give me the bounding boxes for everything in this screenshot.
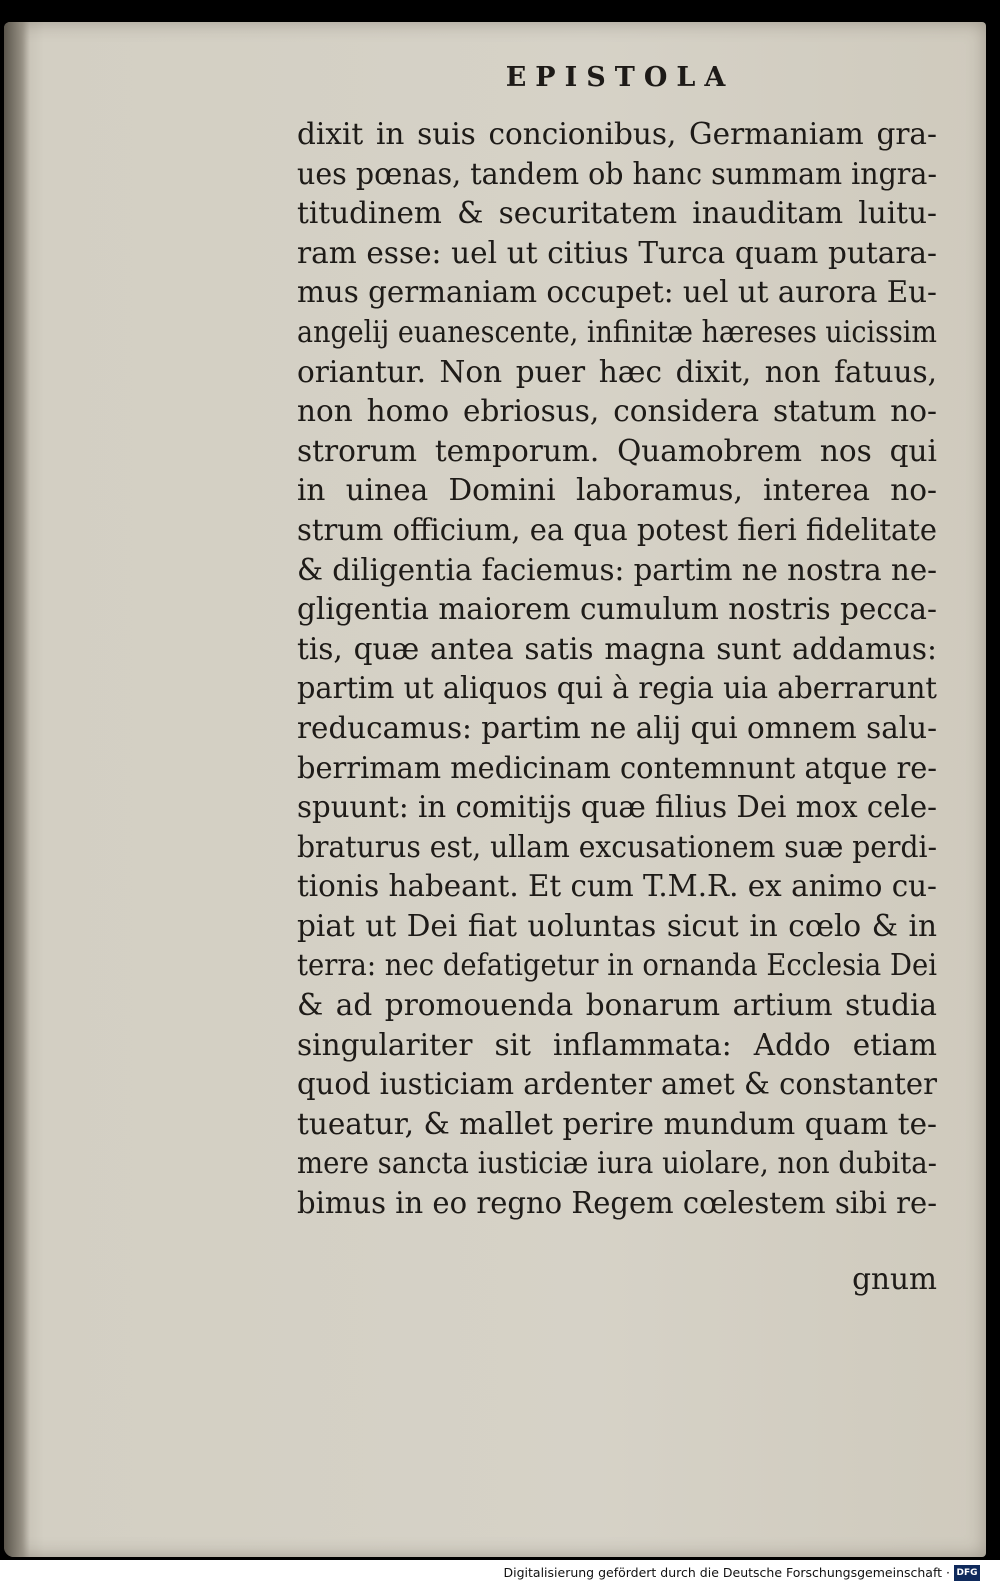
dfg-logo: DFG <box>954 1565 980 1581</box>
catchword: gnum <box>852 1262 937 1296</box>
text-line: bimus in eo regno Regem cœlestem sibi re- <box>297 1186 938 1221</box>
body-text <box>297 115 937 1224</box>
text-line: mus germaniam occupet: uel ut aurora Eu- <box>297 275 937 310</box>
text-line: reducamus: partim ne alij qui omnem salu- <box>297 710 937 745</box>
text-line: non homo ebriosus, considera statum no- <box>297 394 937 429</box>
text-line: tis, quæ antea satis magna sunt addamus: <box>297 631 937 666</box>
text-line: tueatur, & mallet perire mundum quam te- <box>297 1106 937 1141</box>
text-line: gligentia maiorem cumulum nostris pecca- <box>297 592 937 627</box>
text-line: piat ut Dei fiat uoluntas sicut in cœlo & in <box>297 908 937 943</box>
text-line: tionis habeant. Et cum T.M.R. ex animo cu- <box>297 869 937 904</box>
running-head: EPISTOLA <box>505 62 735 93</box>
page-spine-edge <box>4 22 30 1557</box>
text-line: terra: nec defatigetur in ornanda Ecclesia Dei <box>297 948 938 983</box>
funding-notice: Digitalisierung gefördert durch die Deutsche Forschungsgemeinschaft · <box>503 1565 950 1580</box>
text-line: ues pœnas, tandem ob hanc summam ingra- <box>297 156 938 191</box>
text-line: partim ut aliquos qui à regia uia aberrarunt <box>297 671 937 706</box>
text-line: strorum temporum. Quamobrem nos qui <box>297 433 937 468</box>
text-line: berrimam medicinam contemnunt atque re- <box>297 750 938 785</box>
text-line: singulariter sit inflammata: Addo etiam <box>297 1027 937 1062</box>
text-line: & diligentia faciemus: partim ne nostra ne- <box>297 552 937 587</box>
text-line: dixit in suis concionibus, Germaniam gra- <box>297 117 937 151</box>
text-line: angelij euanescente, infinitæ hæreses uicissim <box>297 314 938 349</box>
text-line: spuunt: in comitijs quæ filius Dei mox cele- <box>297 790 938 825</box>
text-line: oriantur. Non puer hæc dixit, non fatuus, <box>297 354 937 389</box>
text-line: braturus est, ullam excusationem suæ perdi- <box>297 829 938 864</box>
text-line: in uinea Domini laboramus, interea no- <box>297 473 937 508</box>
text-line: titudinem & securitatem inauditam luitu- <box>297 196 937 231</box>
text-line: & ad promouenda bonarum artium studia <box>297 988 937 1023</box>
text-line: mere sancta iusticiæ iura uiolare, non dubita- <box>297 1146 937 1181</box>
text-line: quod iusticiam ardenter amet & constanter <box>297 1067 937 1102</box>
text-line: strum officium, ea qua potest fieri fidelitate <box>297 512 937 547</box>
text-line: ram esse: uel ut citius Turca quam putara- <box>297 235 937 270</box>
